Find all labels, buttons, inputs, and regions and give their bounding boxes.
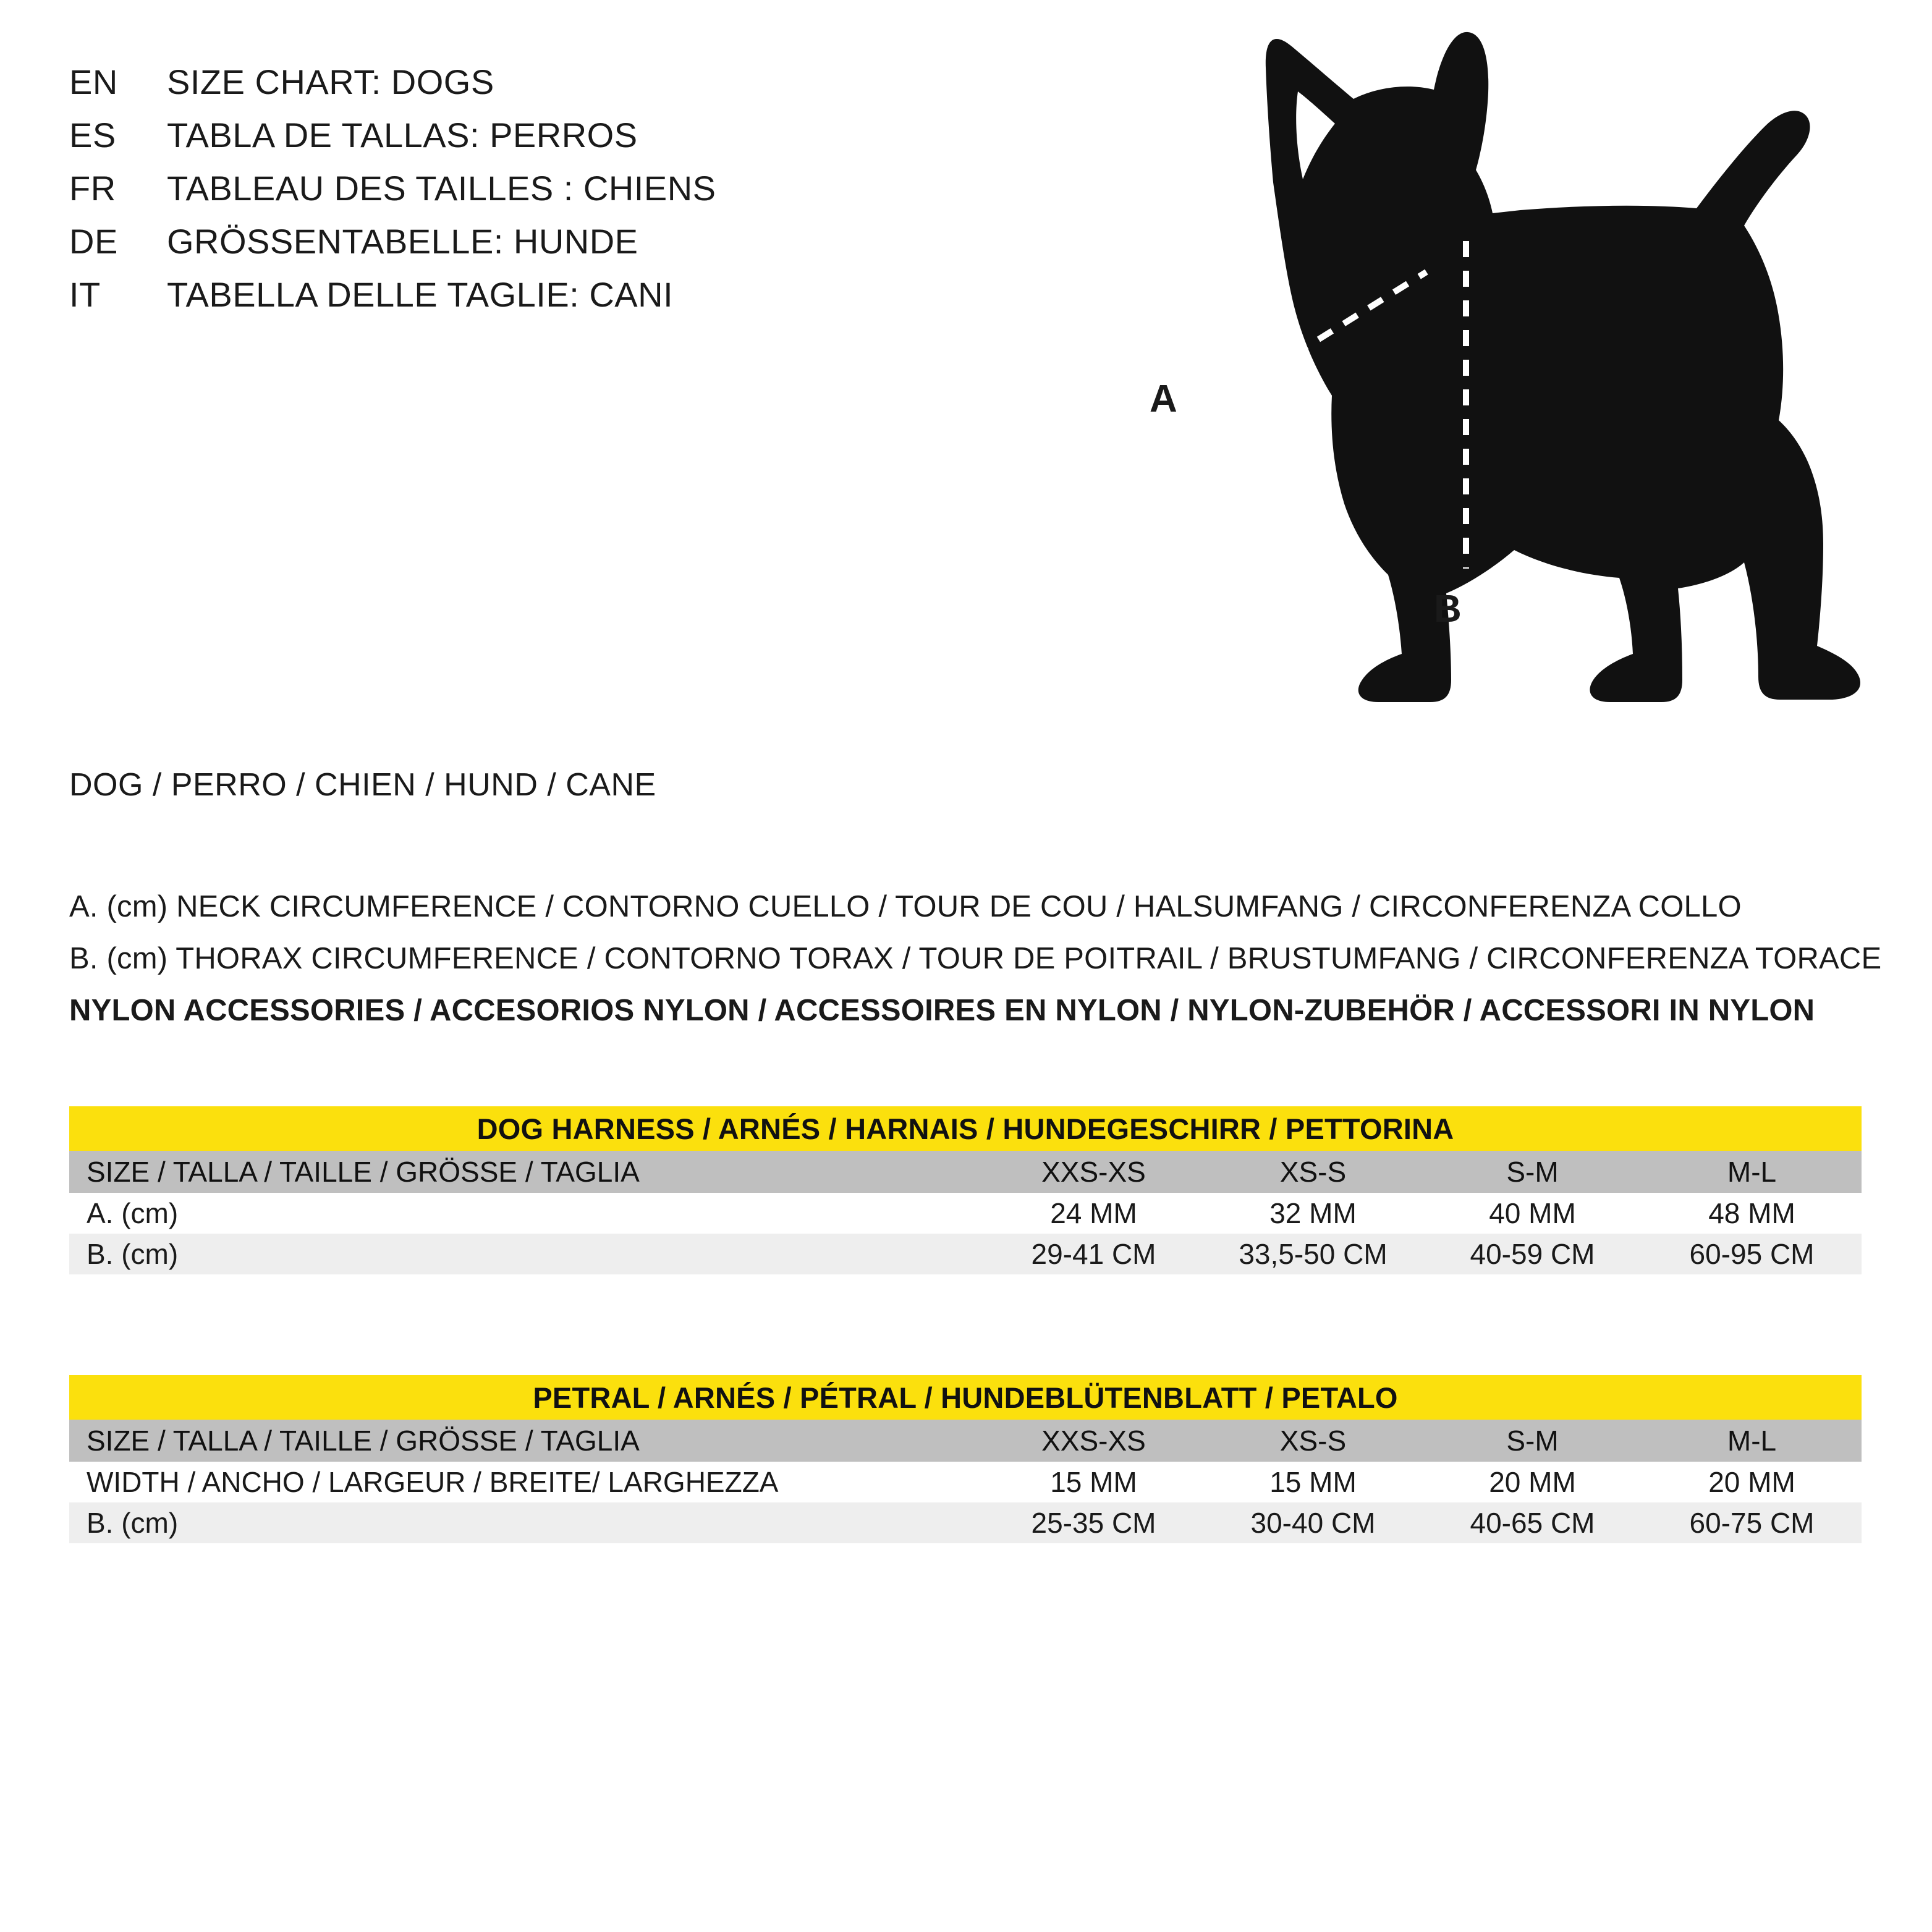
row-label: A. (cm): [69, 1193, 984, 1234]
table-row: [69, 1234, 1862, 1274]
language-title: TABLEAU DES TAILLES : CHIENS: [167, 169, 716, 208]
table-title-row: [69, 1375, 1862, 1420]
size-column-header: XXS-XS: [984, 1420, 1203, 1462]
legend-line-nylon: NYLON ACCESSORIES / ACCESORIOS NYLON / ACCESSOIRES EN NYLON / NYLON-ZUBEHÖR / ACCESSORI IN NYLON: [69, 994, 1815, 1027]
table-header-row: [69, 1151, 1862, 1193]
size-column-header: XS-S: [1203, 1151, 1423, 1193]
language-row-es: [69, 115, 716, 168]
row-label: B. (cm): [69, 1234, 984, 1274]
size-column-header: S-M: [1423, 1420, 1642, 1462]
size-label: SIZE / TALLA / TAILLE / GRÖSSE / TAGLIA: [69, 1151, 984, 1193]
table-title-row: [69, 1106, 1862, 1151]
measurement-legend: [69, 881, 1882, 1036]
table-title: PETRAL / ARNÉS / PÉTRAL / HUNDEBLÜTENBLATT / PETALO: [69, 1375, 1862, 1420]
language-code: EN: [69, 62, 118, 101]
language-code: IT: [69, 275, 101, 314]
row-label: WIDTH / ANCHO / LARGEUR / BREITE/ LARGHEZZA: [69, 1462, 984, 1502]
row-value: 40 MM: [1423, 1193, 1642, 1234]
language-title: GRÖSSENTABELLE: HUNDE: [167, 222, 638, 261]
dog-icon: [1088, 25, 1910, 810]
table-row: [69, 1193, 1862, 1234]
legend-line-a: A. (cm) NECK CIRCUMFERENCE / CONTORNO CUELLO / TOUR DE COU / HALSUMFANG / CIRCONFERENZA COLLO: [69, 890, 1742, 923]
size-column-header: M-L: [1642, 1420, 1862, 1462]
petral-table: [69, 1375, 1862, 1543]
dog-harness-table-wrap: [69, 1106, 1862, 1274]
language-code: DE: [69, 222, 118, 261]
row-value: 48 MM: [1642, 1193, 1862, 1234]
row-value: 20 MM: [1423, 1462, 1642, 1502]
row-value: 60-95 CM: [1642, 1234, 1862, 1274]
row-value: 25-35 CM: [984, 1502, 1203, 1543]
petral-table-wrap: [69, 1375, 1862, 1543]
size-column-header: S-M: [1423, 1151, 1642, 1193]
size-column-header: XS-S: [1203, 1420, 1423, 1462]
table-title: DOG HARNESS / ARNÉS / HARNAIS / HUNDEGESCHIRR / PETTORINA: [69, 1106, 1862, 1151]
table-row: [69, 1502, 1862, 1543]
language-row-fr: [69, 168, 716, 221]
language-title: TABELLA DELLE TAGLIE: CANI: [167, 275, 674, 314]
row-value: 15 MM: [1203, 1462, 1423, 1502]
row-value: 29-41 CM: [984, 1234, 1203, 1274]
table-row: [69, 1462, 1862, 1502]
row-value: 40-65 CM: [1423, 1502, 1642, 1543]
legend-line-b: B. (cm) THORAX CIRCUMFERENCE / CONTORNO TORAX / TOUR DE POITRAIL / BRUSTUMFANG / CIRCONFERENZA TORACE: [69, 942, 1882, 975]
row-value: 33,5-50 CM: [1203, 1234, 1423, 1274]
language-title: SIZE CHART: DOGS: [167, 62, 494, 101]
row-value: 24 MM: [984, 1193, 1203, 1234]
row-value: 40-59 CM: [1423, 1234, 1642, 1274]
language-title-list: [69, 62, 716, 328]
row-value: 60-75 CM: [1642, 1502, 1862, 1543]
row-value: 30-40 CM: [1203, 1502, 1423, 1543]
measure-label-b: B: [1434, 588, 1462, 630]
row-label: B. (cm): [69, 1502, 984, 1543]
language-row-de: [69, 221, 716, 274]
language-row-it: [69, 274, 716, 328]
dog-silhouette-figure: [1088, 25, 1910, 810]
language-code: ES: [69, 116, 116, 155]
table-header-row: [69, 1420, 1862, 1462]
language-title: TABLA DE TALLAS: PERROS: [167, 116, 638, 155]
language-row-en: [69, 62, 716, 115]
size-column-header: M-L: [1642, 1151, 1862, 1193]
row-value: 15 MM: [984, 1462, 1203, 1502]
row-value: 32 MM: [1203, 1193, 1423, 1234]
language-code: FR: [69, 169, 116, 208]
dog-caption: DOG / PERRO / CHIEN / HUND / CANE: [69, 767, 656, 803]
size-label: SIZE / TALLA / TAILLE / GRÖSSE / TAGLIA: [69, 1420, 984, 1462]
dog-harness-table: [69, 1106, 1862, 1274]
measure-label-a: A: [1150, 378, 1177, 420]
row-value: 20 MM: [1642, 1462, 1862, 1502]
size-column-header: XXS-XS: [984, 1151, 1203, 1193]
